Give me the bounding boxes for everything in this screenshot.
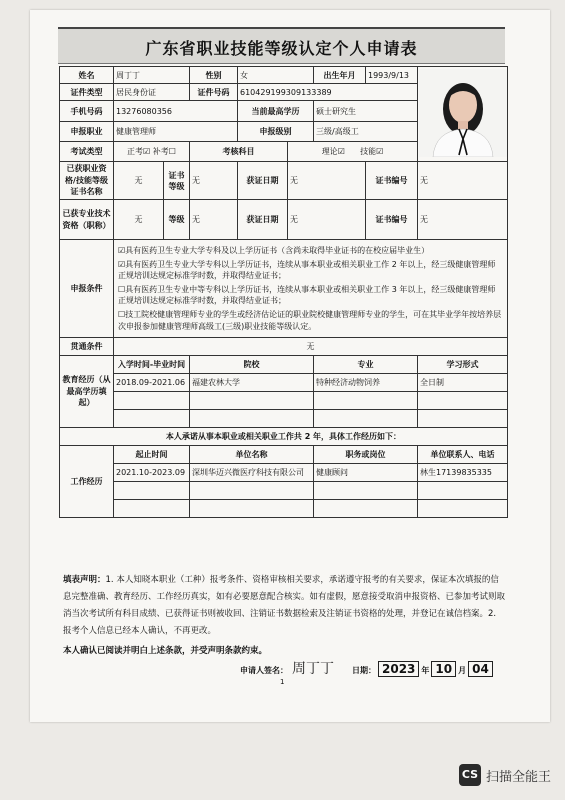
cert-level-value: 无	[190, 162, 238, 200]
pro-title-value: 无	[114, 200, 164, 240]
date-month: 10	[431, 661, 456, 677]
qual-label: 已获职业资格/技能等级证书名称	[60, 162, 114, 200]
edu-header-major: 专业	[314, 356, 418, 374]
education-label: 当前最高学历	[238, 101, 314, 122]
conditions-label: 申报条件	[60, 240, 114, 338]
id-type-value: 居民身份证	[114, 84, 190, 101]
subject-label: 考核科目	[190, 142, 288, 162]
checkbox-icon: ☐	[168, 147, 176, 156]
normal-exam-option: 正考	[127, 147, 144, 156]
work-header-contact: 单位联系人、电话	[418, 446, 508, 464]
date-year: 2023	[378, 661, 419, 677]
work-label: 工作经历	[60, 446, 114, 518]
name-value: 周丁丁	[114, 67, 190, 84]
makeup-exam-option: 补考	[152, 147, 169, 156]
form-title: 广东省职业技能等级认定个人申请表	[145, 39, 418, 58]
skill-option: 技能	[360, 147, 377, 156]
checked-box-icon: ☑	[143, 147, 151, 156]
table-row	[60, 410, 508, 428]
work-company: 深圳华迈兴微医疗科技有限公司	[190, 464, 314, 482]
confirm-text: 本人确认已阅读并明白上述条款，并受声明条款约束。	[63, 646, 268, 656]
sign-label: 申请人签名：	[240, 666, 288, 675]
checked-box-icon: ☑	[376, 147, 384, 156]
edu-major: 特种经济动物饲养	[314, 374, 418, 392]
cheat-value: 无	[114, 338, 508, 356]
education-value: 硕士研究生	[314, 101, 418, 122]
edu-school: 福建农林大学	[190, 374, 314, 392]
condition-item: ☑具有医药卫生专业大学专科及以上学历证书（含尚未取得毕业证书的在校应届毕业生）	[118, 246, 430, 255]
pro-date-value: 无	[288, 200, 366, 240]
cert-date-value: 无	[288, 162, 366, 200]
photo	[418, 67, 508, 162]
pro-no-label: 证书编号	[366, 200, 418, 240]
job-value: 健康管理师	[114, 122, 238, 142]
edu-header-form: 学习形式	[418, 356, 508, 374]
condition-item: ☑具有医药卫生专业大学专科以上学历证书，连续从事本职业或相关职业工作 2 年以上，经三级健康管理师正规培训达规定标准学时数，并取得结业证书；	[118, 259, 496, 281]
gender-label: 性别	[190, 67, 238, 84]
scanner-name: 扫描全能王	[485, 769, 551, 785]
work-commitment: 本人承诺从事本职业或相关职业工作共 2 年，具体工作经历如下：	[60, 428, 508, 446]
date-label: 日期：	[352, 666, 376, 675]
exam-type-options	[114, 142, 190, 162]
subject-options	[288, 142, 418, 162]
work-header-time: 起止时间	[114, 446, 190, 464]
cert-level-label: 证书等级	[164, 162, 190, 200]
qual-value: 无	[114, 162, 164, 200]
table-row	[60, 500, 508, 518]
camscanner-logo-icon: CS	[459, 764, 481, 786]
table-row	[60, 464, 508, 482]
work-header-company: 单位名称	[190, 446, 314, 464]
edu-form: 全日制	[418, 374, 508, 392]
date-day: 04	[468, 661, 493, 677]
edu-time: 2018.09-2021.06	[114, 374, 190, 392]
theory-option: 理论	[321, 147, 338, 156]
condition-item: ☐技工院校健康管理师专业的学生或经济估论证的职业院校健康管理师专业的学生，可在其毕业学年按培养层次申报参加健康管理师高级工(三级)职业技能等级认定。	[118, 309, 502, 331]
job-label: 申报职业	[60, 122, 114, 142]
id-type-label: 证件类型	[60, 84, 114, 101]
cert-no-value: 无	[418, 162, 508, 200]
level-label: 申报级别	[238, 122, 314, 142]
work-contact: 林生17139835335	[418, 464, 508, 482]
pro-date-label: 获证日期	[238, 200, 288, 240]
edu-header-school: 院校	[190, 356, 314, 374]
id-no-label: 证件号码	[190, 84, 238, 101]
signature: 周丁丁	[292, 661, 334, 677]
scanner-watermark	[459, 764, 551, 786]
portrait-image	[419, 69, 507, 157]
cert-no-label: 证书编号	[366, 162, 418, 200]
birth-value: 1993/9/13	[366, 67, 418, 84]
table-row	[60, 482, 508, 500]
signature-row: 申请人签名： 周丁丁 日期： 2023 年 10 月 04	[240, 658, 495, 678]
work-time: 2021.10-2023.09	[114, 464, 190, 482]
name-label: 姓名	[60, 67, 114, 84]
table-row	[60, 392, 508, 410]
application-form	[59, 66, 508, 518]
edu-header-time: 入学时间-毕业时间	[114, 356, 190, 374]
declaration-head: 填表声明：	[63, 575, 106, 585]
checked-box-icon: ☑	[337, 147, 345, 156]
work-header-position: 职务或岗位	[314, 446, 418, 464]
exam-type-label: 考试类型	[60, 142, 114, 162]
declaration-text: 1. 本人知晓本职业（工种）报考条件、资格审核相关要求，承诺遵守报考的有关要求，保证本次填报的信息完整准确、教育经历、工作经历真实，如有必要愿意配合核实。如有虚假，愿意接受取消申报资格、已参加考试则取消当次考试所有科目成绩、已获得证书则被收回、注销证书数据检索及注销证书资格的处理，并登记在诚信档案。2. 报考个人信息已经本人确认，不再更改。	[63, 575, 506, 636]
work-position: 健康顾问	[314, 464, 418, 482]
pro-level-label: 等级	[164, 200, 190, 240]
edu-label: 教育经历（从最高学历填起）	[60, 356, 114, 428]
pro-level-value: 无	[190, 200, 238, 240]
pro-title-label: 已获专业技术资格（职称）	[60, 200, 114, 240]
page-number: 1	[280, 678, 285, 686]
birth-label: 出生年月	[314, 67, 366, 84]
gender-value: 女	[238, 67, 314, 84]
pro-no-value: 无	[418, 200, 508, 240]
phone-label: 手机号码	[60, 101, 114, 122]
condition-item: ☐具有医药卫生专业中等专科以上学历证书，连续从事本职业或相关职业工作 3 年以上，经三级健康管理师正规培训达规定标准学时数，并取得结业证书；	[118, 284, 496, 306]
declaration	[63, 572, 505, 640]
cheat-label: 贯通条件	[60, 338, 114, 356]
cert-date-label: 获证日期	[238, 162, 288, 200]
phone-value: 13276080356	[114, 101, 238, 122]
level-value: 三级/高级工	[314, 122, 418, 142]
table-row	[60, 374, 508, 392]
title-bar	[58, 27, 505, 64]
conditions-list	[114, 240, 508, 338]
id-no-value: 610429199309133389	[238, 84, 418, 101]
